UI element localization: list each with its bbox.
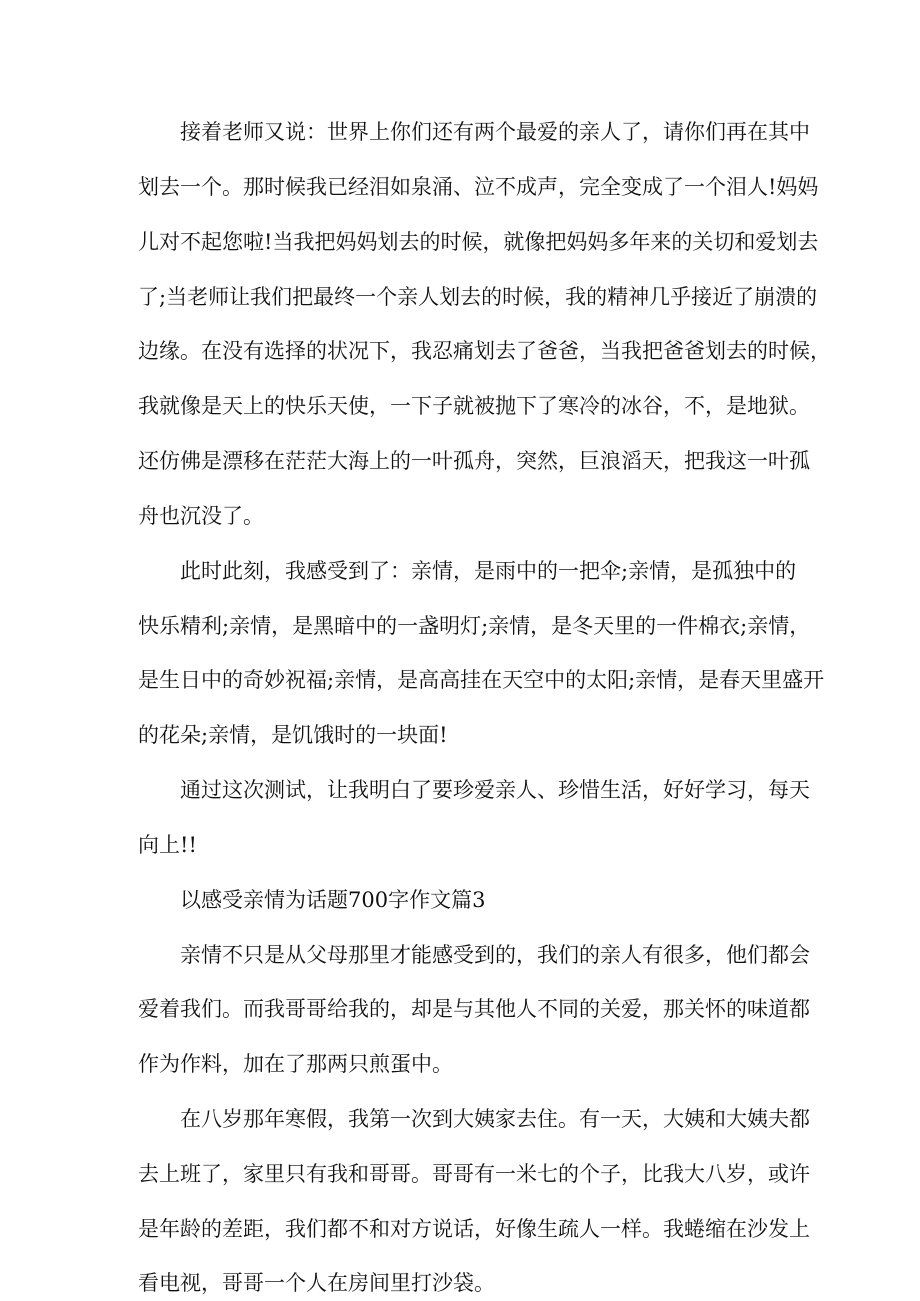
text-line: 我就像是天上的快乐天使，一下子就被抛下了寒冷的冰谷，不，是地狱。 [138, 394, 810, 418]
text-line: 是生日中的奇妙祝福;亲情，是高高挂在天空中的太阳;亲情，是春天里盛开 [138, 668, 825, 692]
text-line: 是年龄的差距，我们都不和对方说话，好像生疏人一样。我蜷缩在沙发上 [138, 1217, 810, 1241]
text-line: 了;当老师让我们把最终一个亲人划去的时候，我的精神几乎接近了崩溃的 [138, 285, 818, 309]
text-line: 看电视，哥哥一个人在房间里打沙袋。 [138, 1271, 495, 1295]
text-line: 舟也沉没了。 [138, 504, 264, 528]
text-line: 边缘。在没有选择的状况下，我忍痛划去了爸爸，当我把爸爸划去的时候， [138, 339, 831, 363]
text-line: 还仿佛是漂移在茫茫大海上的一叶孤舟，突然，巨浪滔天，把我这一叶孤 [138, 449, 810, 473]
text-line: 此时此刻，我感受到了：亲情，是雨中的一把伞;亲情，是孤独中的 [180, 559, 797, 583]
text-line: 爱着我们。而我哥哥给我的，却是与其他人不同的关爱，那关怀的味道都 [138, 997, 810, 1021]
text-line: 的花朵;亲情，是饥饿时的一块面! [138, 723, 448, 747]
section-heading: 以感受亲情为话题700字作文篇3 [180, 888, 486, 912]
text-line: 亲情不只是从父母那里才能感受到的，我们的亲人有很多，他们都会 [180, 943, 810, 967]
text-line: 儿对不起您啦!当我把妈妈划去的时候，就像把妈妈多年来的关切和爱划去 [138, 230, 819, 254]
text-line: 向上!! [138, 833, 197, 857]
text-line: 去上班了，家里只有我和哥哥。哥哥有一米七的个子，比我大八岁，或许 [138, 1162, 810, 1186]
text-line: 在八岁那年寒假，我第一次到大姨家去住。有一天，大姨和大姨夫都 [180, 1107, 810, 1131]
text-line: 快乐精利;亲情，是黑暗中的一盏明灯;亲情，是冬天里的一件棉衣;亲情， [138, 614, 811, 638]
text-line: 通过这次测试，让我明白了要珍爱亲人、珍惜生活，好好学习，每天 [180, 778, 810, 802]
text-line: 划去一个。那时候我已经泪如泉涌、泣不成声，完全变成了一个泪人!妈妈 [138, 175, 819, 199]
text-line: 接着老师又说：世界上你们还有两个最爱的亲人了，请你们再在其中 [180, 120, 810, 144]
text-line: 作为作料，加在了那两只煎蛋中。 [138, 1052, 453, 1076]
